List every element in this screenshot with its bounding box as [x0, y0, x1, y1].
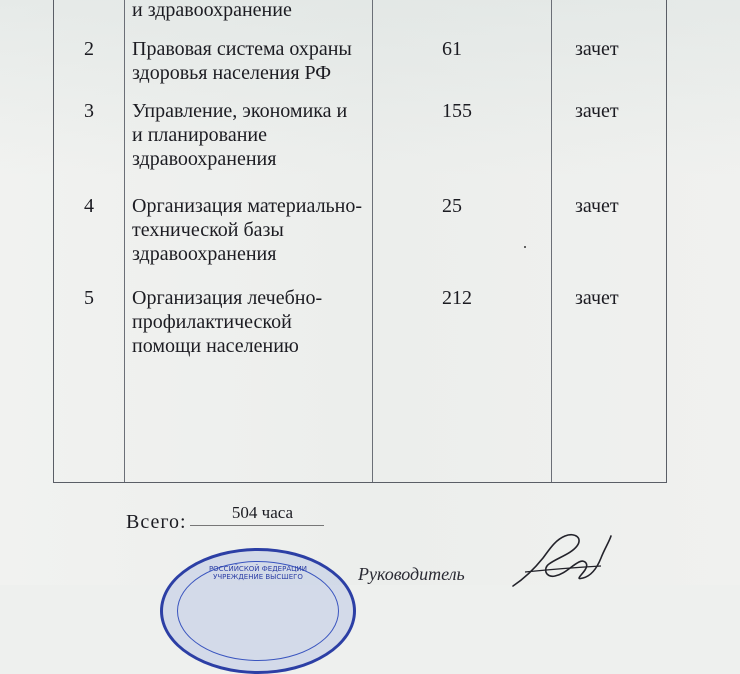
table-row-name	[132, 286, 382, 358]
row-hours: 61	[442, 38, 462, 60]
row-hours: 25	[442, 195, 462, 217]
row-credit: зачет	[575, 287, 619, 309]
table-row-name	[132, 37, 382, 85]
name-line: и планирование	[132, 124, 268, 146]
table-row-name	[132, 194, 382, 266]
name-line: Организация материально-	[132, 195, 363, 217]
row-credit: зачет	[575, 195, 619, 217]
row-hours: 155	[442, 100, 472, 122]
row-number: 2	[84, 38, 94, 60]
row-number: 3	[84, 100, 94, 122]
subjects-table	[53, 0, 667, 483]
column-divider	[124, 0, 125, 482]
column-divider	[551, 0, 552, 482]
total-underline	[190, 525, 324, 526]
total-label: Всего:	[126, 511, 187, 533]
name-line: технической базы	[132, 219, 284, 241]
name-line: здоровья населения РФ	[132, 62, 332, 84]
row-hours: 212	[442, 287, 472, 309]
table-row-name	[132, 0, 382, 22]
row-credit: зачет	[575, 38, 619, 60]
row-credit: зачет	[575, 100, 619, 122]
name-line: Правовая система охраны	[132, 38, 352, 60]
ink-speck	[524, 246, 526, 248]
name-line: Организация лечебно-	[132, 287, 323, 309]
handwritten-signature	[505, 528, 615, 588]
name-line: Управление, экономика и	[132, 100, 348, 122]
name-line: помощи населению	[132, 335, 299, 357]
total-value: 504 часа	[231, 503, 294, 522]
row-number: 5	[84, 287, 94, 309]
seal-text: РОССИЙСКОЙ ФЕДЕРАЦИИ УЧРЕЖДЕНИЕ ВЫСШЕГО	[208, 565, 308, 581]
name-line: здравоохранения	[132, 148, 277, 170]
official-seal	[160, 548, 356, 674]
name-line: здравоохранения	[132, 243, 277, 265]
table-row-name	[132, 99, 382, 171]
name-line: и здравоохранение	[132, 0, 292, 21]
row-number: 4	[84, 195, 94, 217]
name-line: профилактической	[132, 311, 292, 333]
signature-label: Руководитель	[358, 564, 465, 584]
